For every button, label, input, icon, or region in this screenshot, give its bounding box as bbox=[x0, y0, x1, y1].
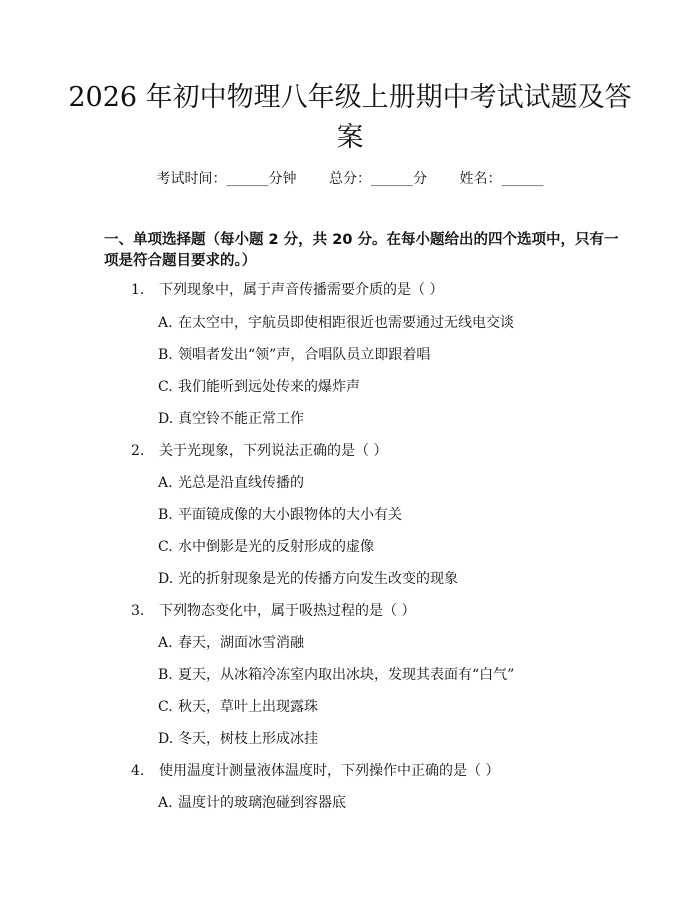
option-letter: D. bbox=[158, 571, 174, 587]
option-text: 温度计的玻璃泡碰到容器底 bbox=[178, 795, 346, 811]
option-text: 领唱者发出“领”声，合唱队员立即跟着唱 bbox=[178, 347, 431, 363]
section-heading: 一、单项选择题（每小题 2 分，共 20 分。在每小题给出的四个选项中，只有一项是符合题目要求的。） bbox=[104, 232, 619, 269]
page-title: 2026 年初中物理八年级上册期中考试试题及答案 bbox=[68, 82, 632, 153]
question-3-option-a bbox=[158, 634, 304, 652]
option-letter: D. bbox=[158, 411, 174, 427]
option-letter: B. bbox=[158, 347, 173, 363]
option-text: 夏天，从冰箱冷冻室内取出冰块，发现其表面有“白气” bbox=[178, 667, 515, 683]
question-3-option-c bbox=[158, 698, 318, 716]
question-number: 1. bbox=[131, 282, 145, 298]
question-text: 关于光现象，下列说法正确的是（ ） bbox=[159, 443, 388, 459]
question-3-option-d bbox=[158, 730, 318, 748]
student-name-field: 姓名：______ bbox=[459, 171, 544, 187]
question-3 bbox=[131, 602, 415, 620]
option-letter: A. bbox=[158, 475, 173, 491]
exam-time-field: 考试时间：______分钟 bbox=[156, 171, 297, 187]
option-text: 真空铃不能正常工作 bbox=[178, 411, 304, 427]
question-text: 下列物态变化中，属于吸热过程的是（ ） bbox=[159, 603, 416, 619]
option-text: 光的折射现象是光的传播方向发生改变的现象 bbox=[178, 571, 458, 587]
question-1-option-d bbox=[158, 410, 304, 428]
option-letter: C. bbox=[158, 379, 173, 395]
option-letter: A. bbox=[158, 315, 173, 331]
option-letter: C. bbox=[158, 699, 173, 715]
question-number: 2. bbox=[131, 443, 145, 459]
option-text: 光总是沿直线传播的 bbox=[178, 475, 304, 491]
question-1-option-a bbox=[158, 314, 514, 332]
option-text: 我们能听到远处传来的爆炸声 bbox=[178, 379, 360, 395]
option-text: 冬天，树枝上形成冰挂 bbox=[178, 731, 318, 747]
option-letter: A. bbox=[158, 795, 173, 811]
question-text: 使用温度计测量液体温度时，下列操作中正确的是（ ） bbox=[159, 763, 500, 779]
option-letter: D. bbox=[158, 731, 174, 747]
total-score-field: 总分：______分 bbox=[329, 171, 427, 187]
question-number: 3. bbox=[131, 603, 145, 619]
question-number: 4. bbox=[131, 763, 145, 779]
question-2 bbox=[131, 442, 387, 460]
option-letter: A. bbox=[158, 635, 173, 651]
question-4-option-a bbox=[158, 794, 346, 812]
option-text: 在太空中，宇航员即使相距很近也需要通过无线电交谈 bbox=[178, 315, 514, 331]
question-2-option-a bbox=[158, 474, 304, 492]
option-text: 秋天，草叶上出现露珠 bbox=[178, 699, 318, 715]
option-text: 春天，湖面冰雪消融 bbox=[178, 635, 304, 651]
exam-info-line bbox=[0, 170, 700, 188]
option-letter: C. bbox=[158, 539, 173, 555]
question-1-option-c bbox=[158, 378, 360, 396]
question-3-option-b bbox=[158, 666, 514, 684]
question-2-option-b bbox=[158, 506, 402, 524]
question-4 bbox=[131, 762, 499, 780]
question-2-option-c bbox=[158, 538, 374, 556]
option-text: 水中倒影是光的反射形成的虚像 bbox=[178, 539, 374, 555]
question-1-option-b bbox=[158, 346, 430, 364]
question-text: 下列现象中，属于声音传播需要介质的是（ ） bbox=[159, 282, 444, 298]
question-2-option-d bbox=[158, 570, 458, 588]
option-text: 平面镜成像的大小跟物体的大小有关 bbox=[178, 507, 402, 523]
option-letter: B. bbox=[158, 667, 173, 683]
question-1 bbox=[131, 281, 443, 299]
option-letter: B. bbox=[158, 507, 173, 523]
